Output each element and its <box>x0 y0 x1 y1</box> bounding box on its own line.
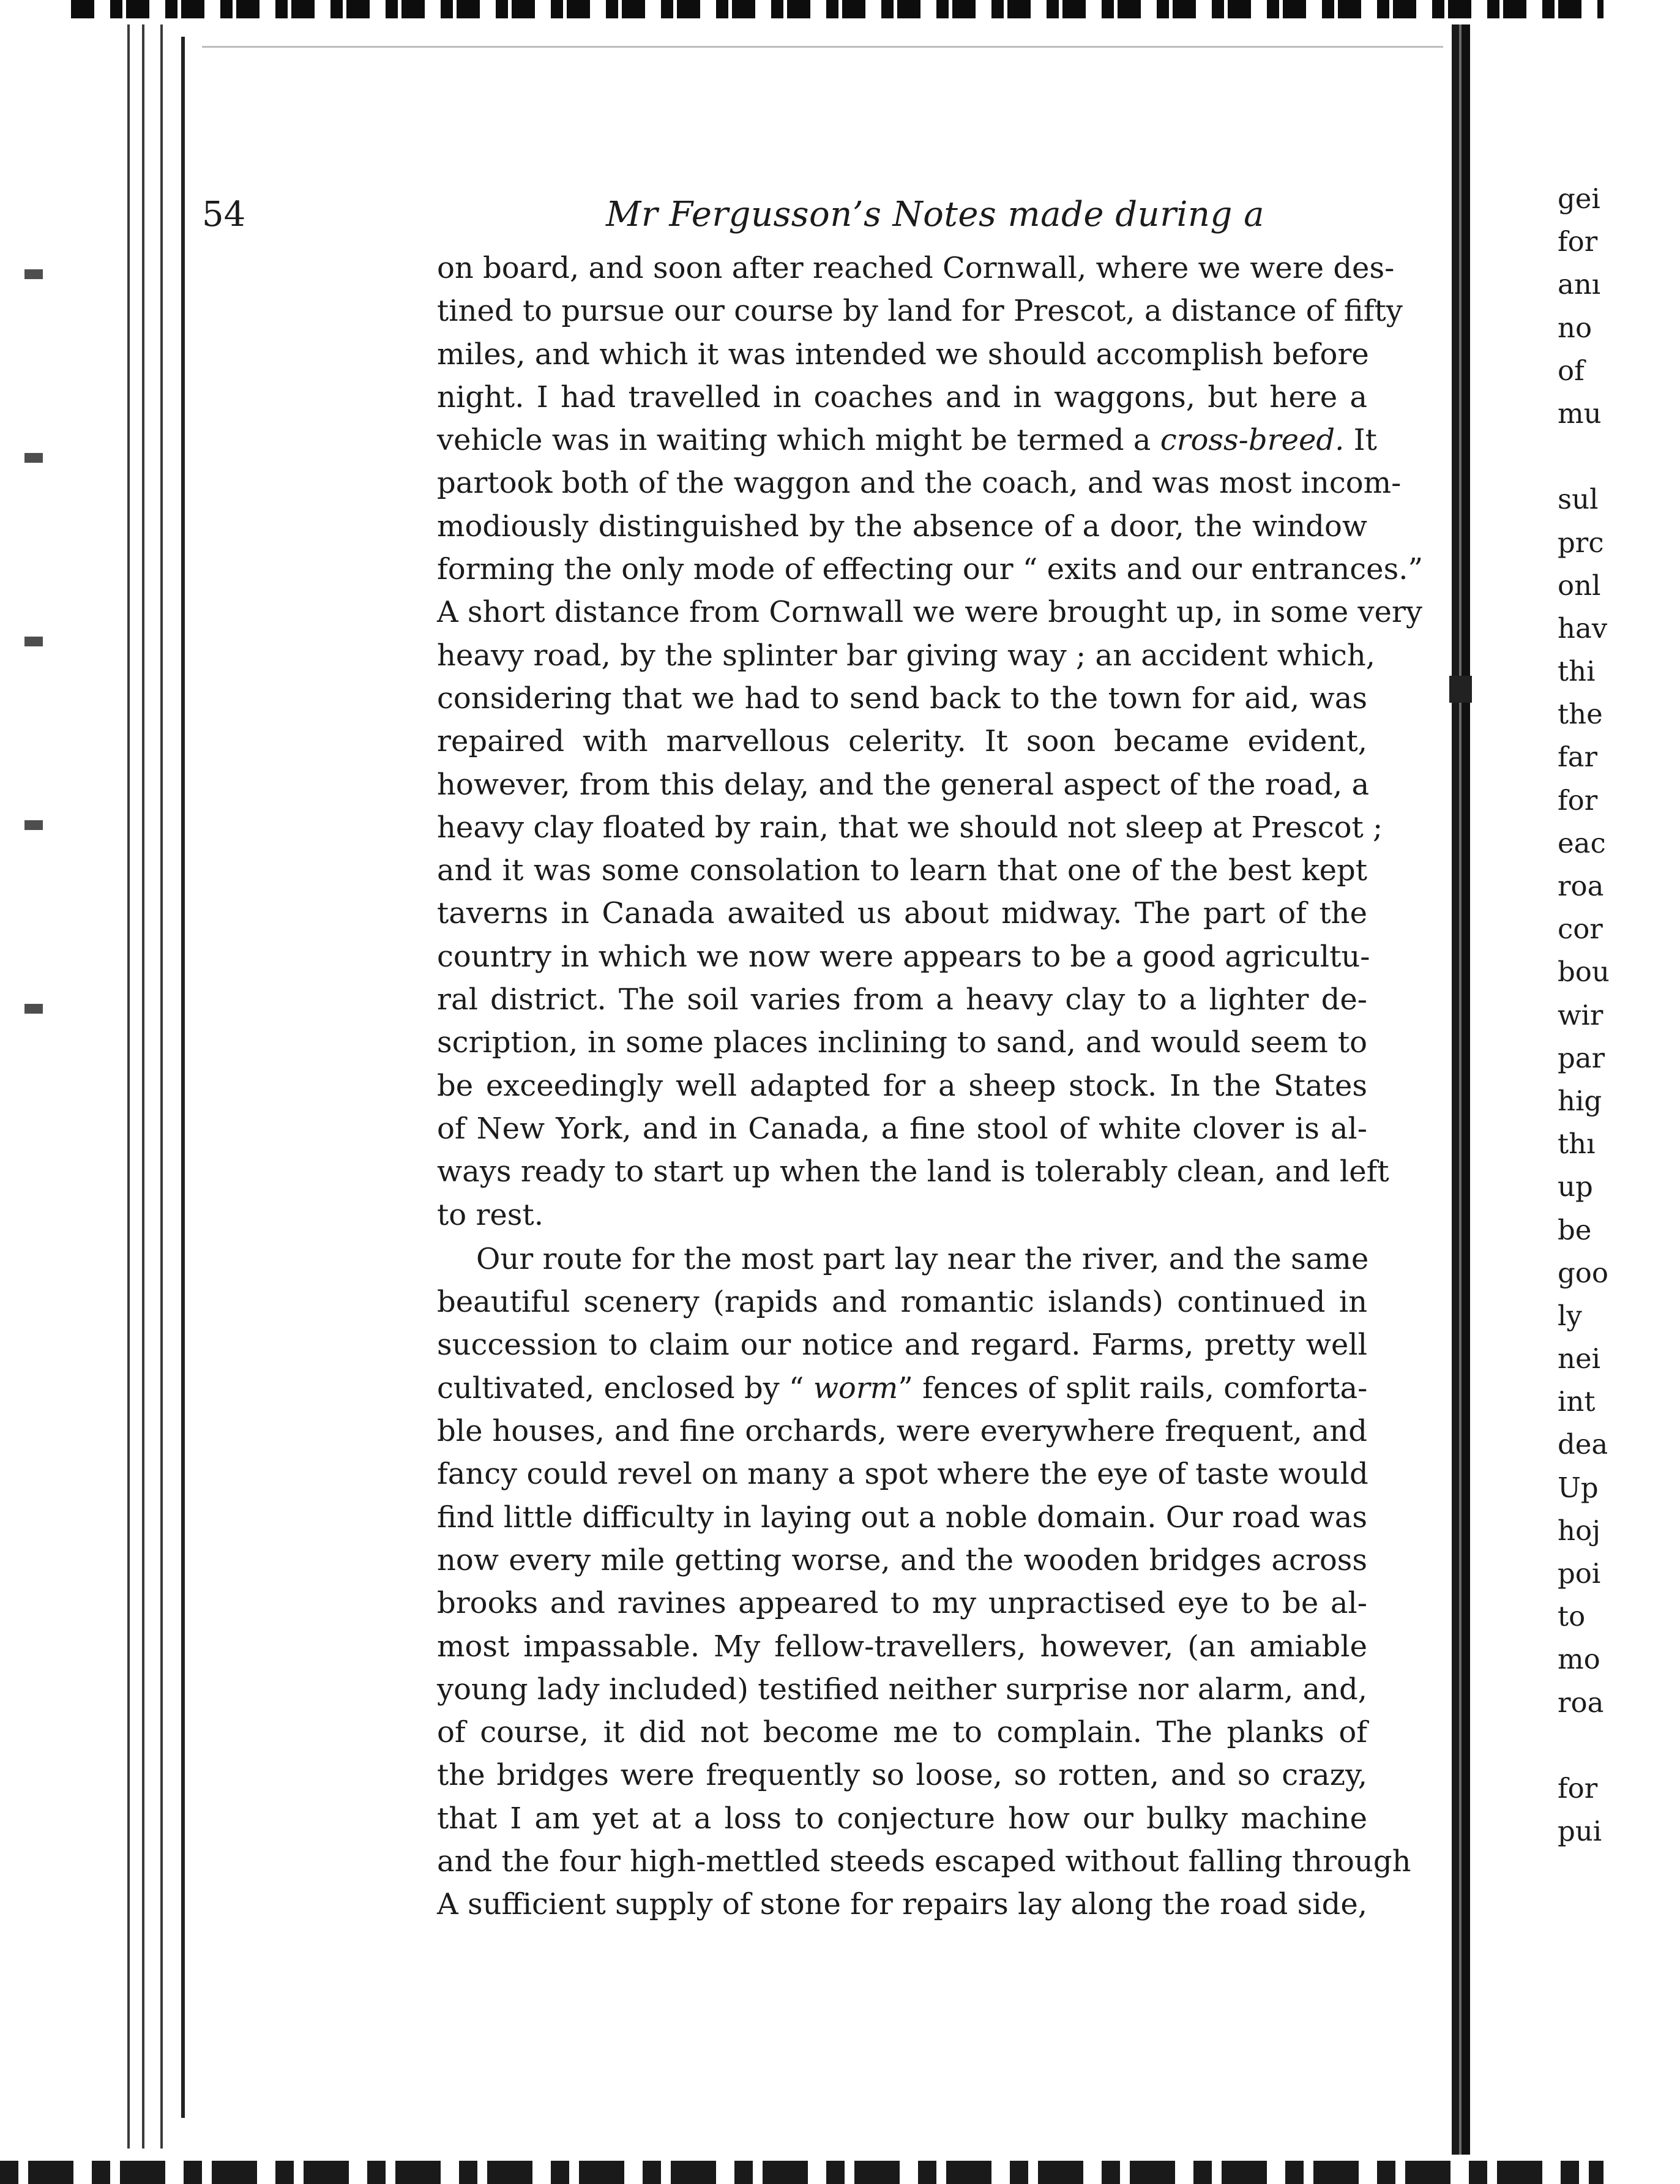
right-page-fragment: anı <box>1558 268 1601 301</box>
right-page-fragment: the <box>1558 698 1603 731</box>
text-line: be exceedingly well adapted for a sheep stock. In the States <box>437 1068 1367 1103</box>
right-page-fragment: far <box>1558 741 1597 774</box>
right-page-fragment: no <box>1558 311 1592 344</box>
text-line: A short distance from Cornwall we were brought up, in some very <box>437 595 1422 630</box>
paragraph <box>437 247 1423 1236</box>
running-title: Mr Fergusson’s Notes made during a <box>606 195 1264 234</box>
right-page-fragment: hoj <box>1558 1514 1601 1547</box>
text-line: Our route for the most part lay near the river, and the same <box>476 1241 1369 1276</box>
right-page-fragment: onl <box>1558 569 1601 602</box>
right-page-fragment: mu <box>1558 397 1602 430</box>
text-line: heavy road, by the splinter bar giving way ; an accident which, <box>437 638 1375 673</box>
right-page-fragment: par <box>1558 1041 1605 1074</box>
text-segment: vehicle was in waiting which might be termed a <box>437 423 1151 458</box>
text-line: however, from this delay, and the general aspect of the road, a <box>437 767 1370 802</box>
text-line: and it was some consolation to learn that one of the best kept <box>437 853 1367 888</box>
text-line: miles, and which it was intended we should accomplish before <box>437 337 1369 372</box>
body-text <box>437 247 1423 1926</box>
right-page-fragment: wir <box>1558 998 1603 1031</box>
text-line: night. I had travelled in coaches and in waggons, but here a <box>437 380 1367 414</box>
page-gutter <box>1452 24 1470 2155</box>
text-line: modiously distinguished by the absence of a door, the window <box>437 509 1367 544</box>
text-segment: It <box>1344 423 1377 458</box>
right-page-fragment: dea <box>1558 1428 1608 1461</box>
text-line: beautiful scenery (rapids and romantic islands) continued in <box>437 1285 1367 1320</box>
right-page-fragment: of <box>1558 354 1585 387</box>
text-line <box>437 1367 1367 1410</box>
right-page <box>1472 24 1610 2155</box>
text-line: considering that we had to send back to the town for aid, was <box>437 681 1367 716</box>
right-page-fragment: for <box>1558 225 1598 258</box>
text-line: brooks and ravines appeared to my unpractised eye to be al- <box>437 1586 1367 1621</box>
text-line: scription, in some places inclining to sand, and would seem to <box>437 1025 1367 1060</box>
right-page-text <box>1558 178 1680 1853</box>
text-line: repaired with marvellous celerity. It soon became evident, <box>437 724 1367 759</box>
right-page-fragment <box>1558 1724 1680 1767</box>
text-line: to rest. <box>437 1197 543 1232</box>
scan-bottom-edge <box>0 2161 1603 2184</box>
right-page-fragment: thi <box>1558 655 1596 688</box>
right-page-fragment: sul <box>1558 483 1599 516</box>
right-page-fragment: for <box>1558 783 1598 817</box>
right-page-fragment: mo <box>1558 1643 1600 1676</box>
right-page-fragment: to <box>1558 1600 1586 1633</box>
text-line: country in which we now were appears to be a good agricultu- <box>437 939 1370 974</box>
text-line: forming the only mode of effecting our “ exits and our entrances.” <box>437 552 1423 587</box>
text-line: young lady included) testified neither surprise nor alarm, and, <box>437 1672 1367 1707</box>
text-line: and the four high-mettled steeds escaped without falling through <box>437 1844 1411 1879</box>
right-page-fragment: up <box>1558 1170 1593 1203</box>
text-line: the bridges were frequently so loose, so rotten, and so crazy, <box>437 1758 1367 1793</box>
stacked-page-edge <box>127 24 130 2148</box>
text-line <box>437 419 1377 462</box>
right-page-fragment: nei <box>1558 1342 1601 1375</box>
right-page-fragment: for <box>1558 1771 1598 1804</box>
scan-top-edge <box>0 0 1603 18</box>
text-line: A sufficient supply of stone for repairs lay along the road side, <box>437 1887 1367 1922</box>
right-page-fragment: pui <box>1558 1815 1602 1848</box>
right-page-fragment: cor <box>1558 913 1603 946</box>
right-page-fragment: gei <box>1558 182 1600 215</box>
stacked-page-edge <box>160 24 163 2148</box>
right-page-fragment: roa <box>1558 1686 1604 1719</box>
paragraph <box>437 1238 1411 1926</box>
right-page-fragment: ly <box>1558 1299 1582 1332</box>
text-line: tined to pursue our course by land for Prescot, a distance of fifty <box>437 294 1403 329</box>
right-page-fragment: roa <box>1558 870 1604 902</box>
stacked-page-edge <box>142 24 144 2148</box>
right-page-fragment: goo <box>1558 1256 1608 1289</box>
right-page-fragment <box>1558 435 1680 478</box>
text-segment: ” fences of split rails, comforta- <box>898 1371 1368 1405</box>
italic-phrase: cross-breed. <box>1160 423 1345 458</box>
gutter-mark <box>1449 676 1473 703</box>
right-page-fragment: be <box>1558 1213 1592 1246</box>
text-line: succession to claim our notice and regard. Farms, pretty well <box>437 1328 1367 1363</box>
text-segment: cultivated, enclosed by “ <box>437 1371 804 1405</box>
text-line: most impassable. My fellow-travellers, however, (an amiable <box>437 1629 1367 1664</box>
text-line: ble houses, and fine orchards, were everywhere frequent, and <box>437 1414 1367 1449</box>
right-page-fragment: hav <box>1558 611 1608 645</box>
right-page-fragment: eac <box>1558 826 1606 859</box>
text-line: find little difficulty in laying out a noble domain. Our road was <box>437 1500 1367 1535</box>
italic-word: worm <box>813 1371 898 1405</box>
text-line: fancy could revel on many a spot where the eye of taste would <box>437 1457 1368 1492</box>
text-line: of New York, and in Canada, a fine stool of white clover is al- <box>437 1111 1367 1146</box>
text-line: of course, it did not become me to complain. The planks of <box>437 1715 1367 1750</box>
right-page-fragment: int <box>1558 1385 1596 1418</box>
right-page-fragment: Up <box>1558 1471 1599 1504</box>
right-page-fragment: hig <box>1558 1084 1602 1117</box>
text-line: partook both of the waggon and the coach, and was most incom- <box>437 466 1402 501</box>
right-page-fragment: poi <box>1558 1557 1601 1590</box>
page-number: 54 <box>202 195 246 234</box>
text-line: now every mile getting worse, and the wooden bridges across <box>437 1543 1367 1577</box>
right-page-fragment: bou <box>1558 956 1610 989</box>
right-page-fragment: thı <box>1558 1128 1596 1161</box>
text-line: ways ready to start up when the land is tolerably clean, and left <box>437 1154 1389 1189</box>
text-line: that I am yet at a loss to conjecture how our bulky machine <box>437 1801 1367 1836</box>
text-line: ral district. The soil varies from a heavy clay to a lighter de- <box>437 982 1367 1017</box>
text-line: heavy clay floated by rain, that we should not sleep at Prescot ; <box>437 810 1383 845</box>
text-line: taverns in Canada awaited us about midway. The part of the <box>437 896 1367 931</box>
text-line: on board, and soon after reached Cornwall, where we were des- <box>437 251 1395 285</box>
scan-left-marks <box>24 159 43 1016</box>
stacked-page-edge <box>181 37 185 2118</box>
right-page-fragment: prc <box>1558 526 1604 559</box>
